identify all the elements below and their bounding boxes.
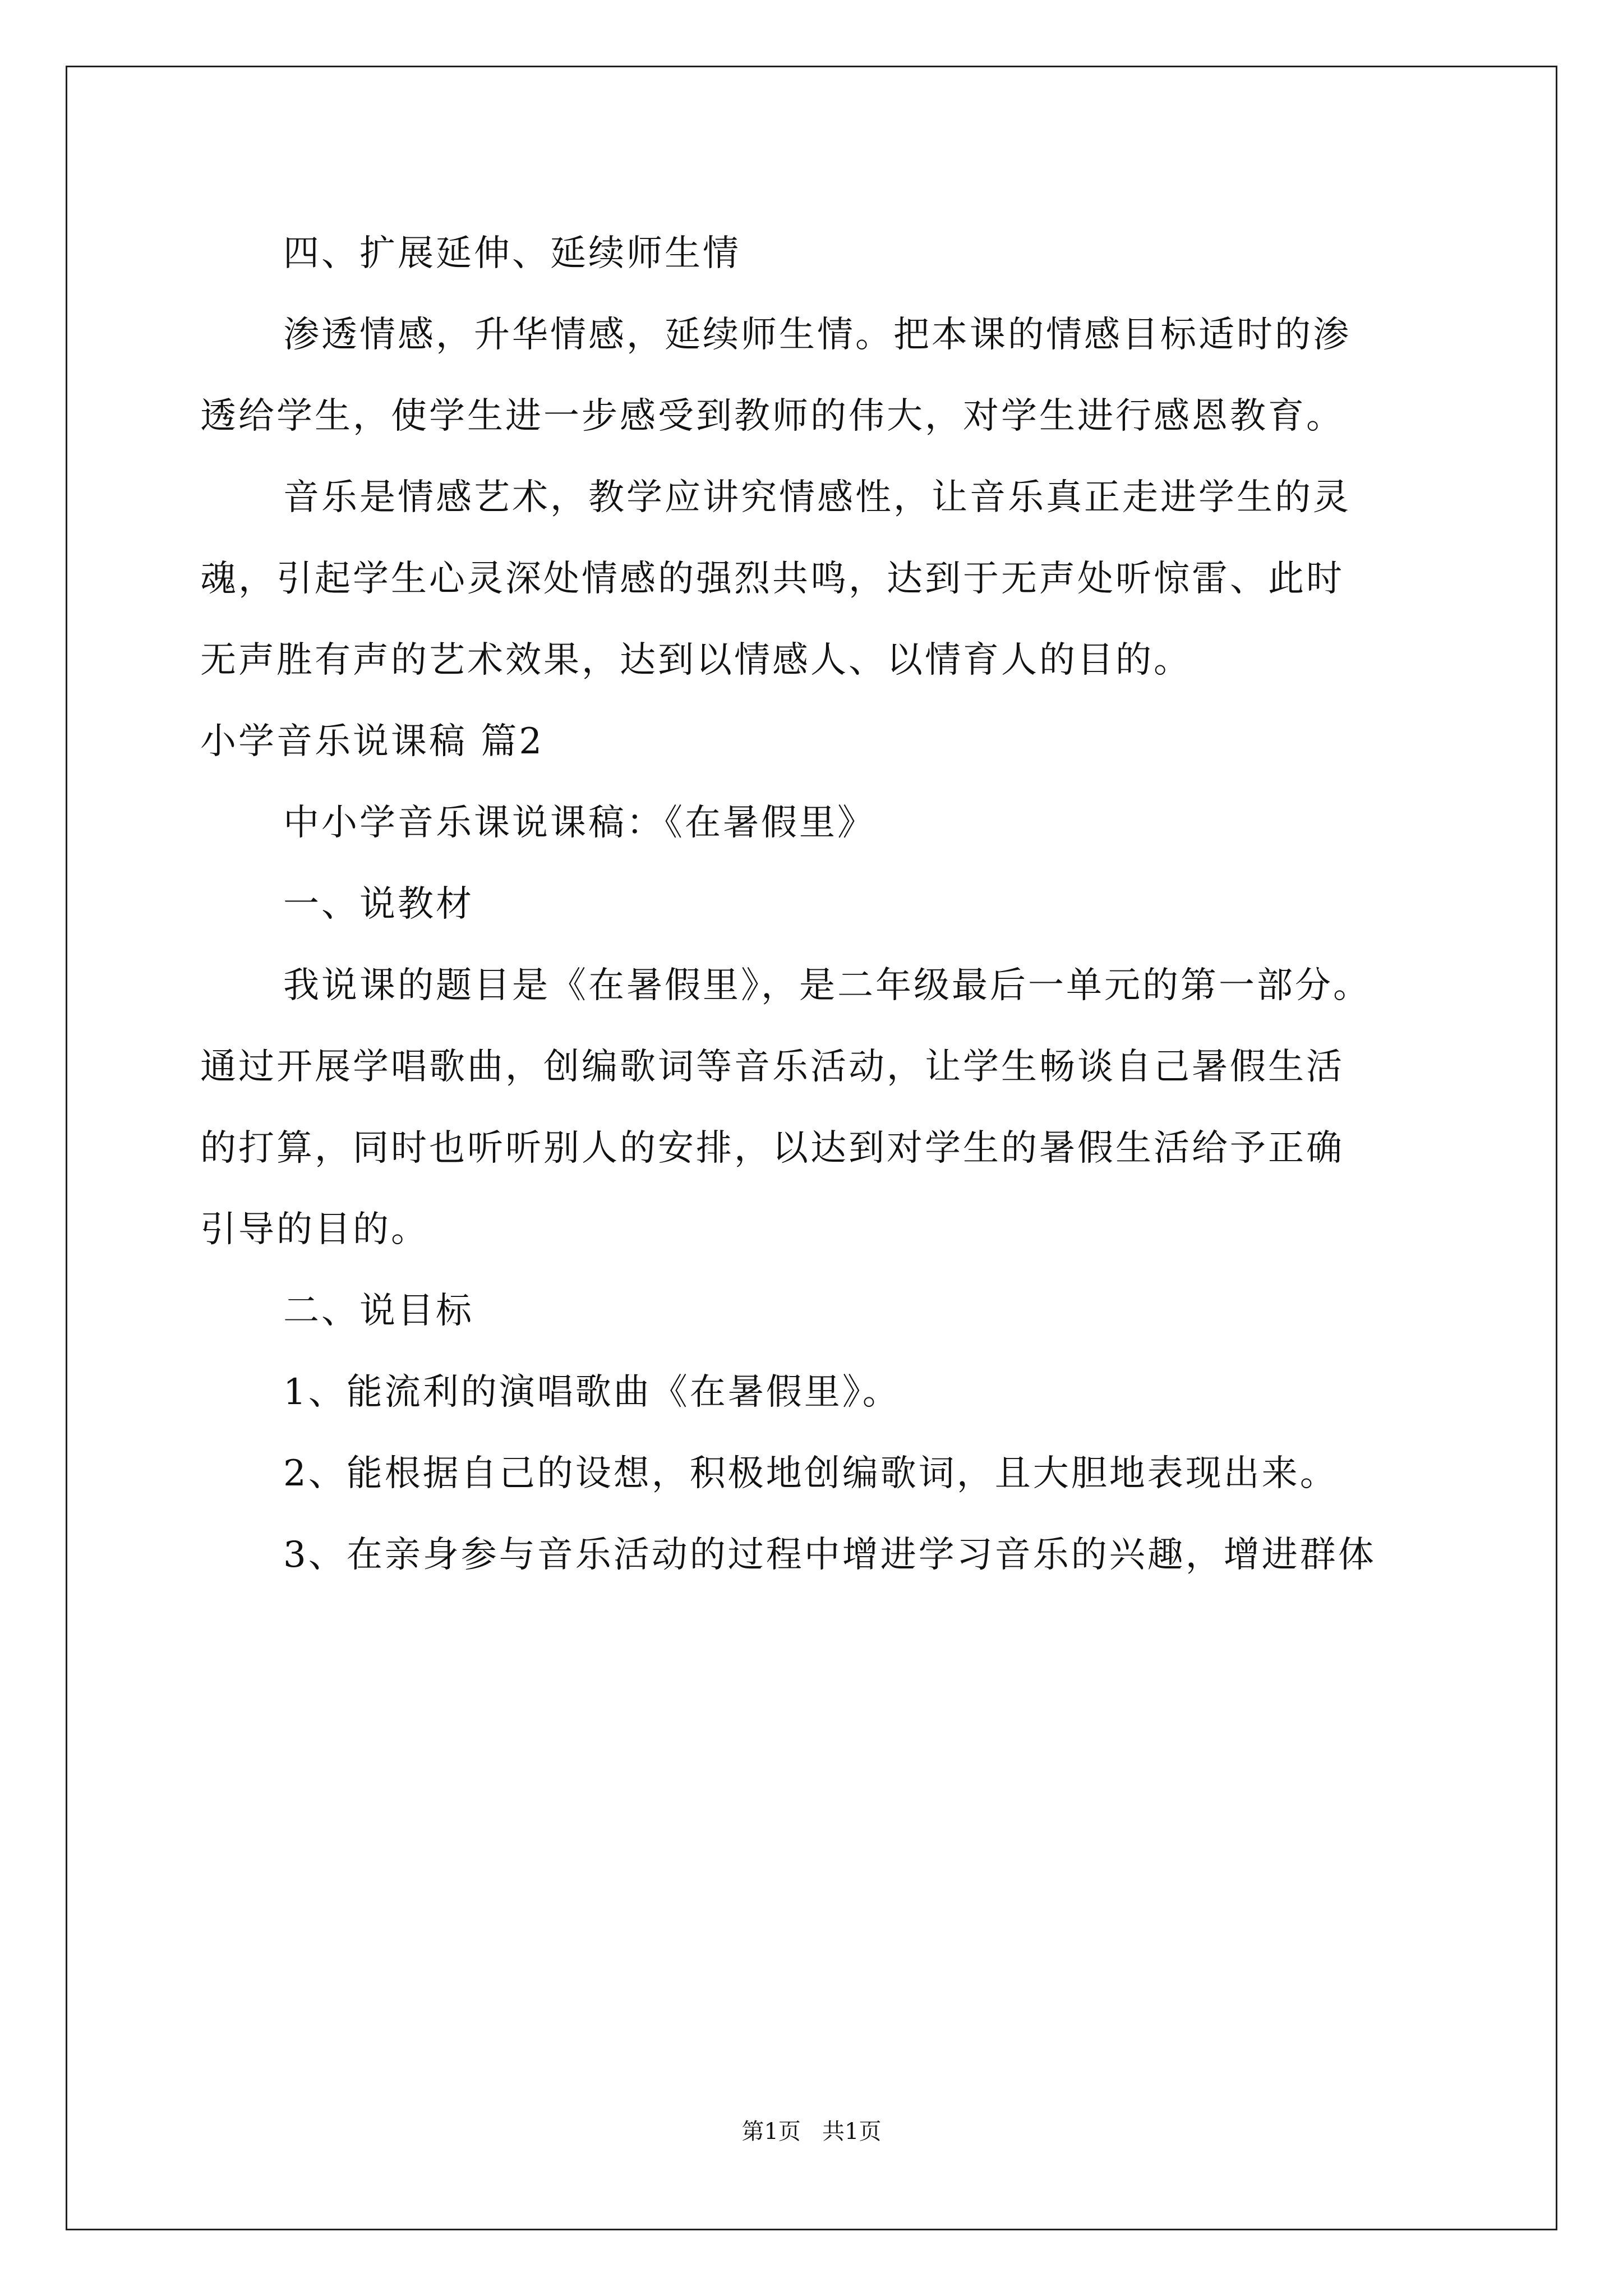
paragraph-line: 中小学音乐课说课稿：《在暑假里》 (283, 802, 875, 844)
paragraph-line: 通过开展学唱歌曲，创编歌词等音乐活动，让学生畅谈自己暑假生活 (200, 1046, 1344, 1088)
paragraph-line: 我说课的题目是《在暑假里》，是二年级最后一单元的第一部分。 (283, 965, 1371, 1006)
paragraph-line: 音乐是情感艺术，教学应讲究情感性，让音乐真正走进学生的灵 (283, 477, 1351, 518)
page-footer: 第1页 共1页 (741, 2119, 882, 2145)
paragraph-line: 无声胜有声的艺术效果，达到以情感人、以情育人的目的。 (200, 639, 1192, 681)
document-body (200, 213, 1440, 1596)
paragraph-line: 二、说目标 (283, 1290, 474, 1332)
section-heading: 小学音乐说课稿 篇2 (200, 721, 545, 762)
paragraph-line: 引导的目的。 (200, 1209, 429, 1250)
paragraph-line: 渗透情感，升华情感，延续师生情。把本课的情感目标适时的渗 (283, 314, 1351, 356)
paragraph-line: 四、扩展延伸、延续师生情 (283, 233, 741, 274)
paragraph-line: 1、能流利的演唱歌曲《在暑假里》。 (283, 1372, 901, 1413)
paragraph-line: 魂，引起学生心灵深处情感的强烈共鸣，达到于无声处听惊雷、此时 (200, 558, 1344, 600)
paragraph-line: 2、能根据自己的设想，积极地创编歌词，且大胆地表现出来。 (283, 1453, 1338, 1494)
paragraph-line: 3、在亲身参与音乐活动的过程中增进学习音乐的兴趣，增进群体 (283, 1534, 1376, 1576)
paragraph-line: 透给学生，使学生进一步感受到教师的伟大，对学生进行感恩教育。 (200, 395, 1344, 437)
paragraph-line: 一、说教材 (283, 884, 474, 925)
paragraph-line: 的打算，同时也听听别人的安排，以达到对学生的暑假生活给予正确 (200, 1128, 1344, 1169)
